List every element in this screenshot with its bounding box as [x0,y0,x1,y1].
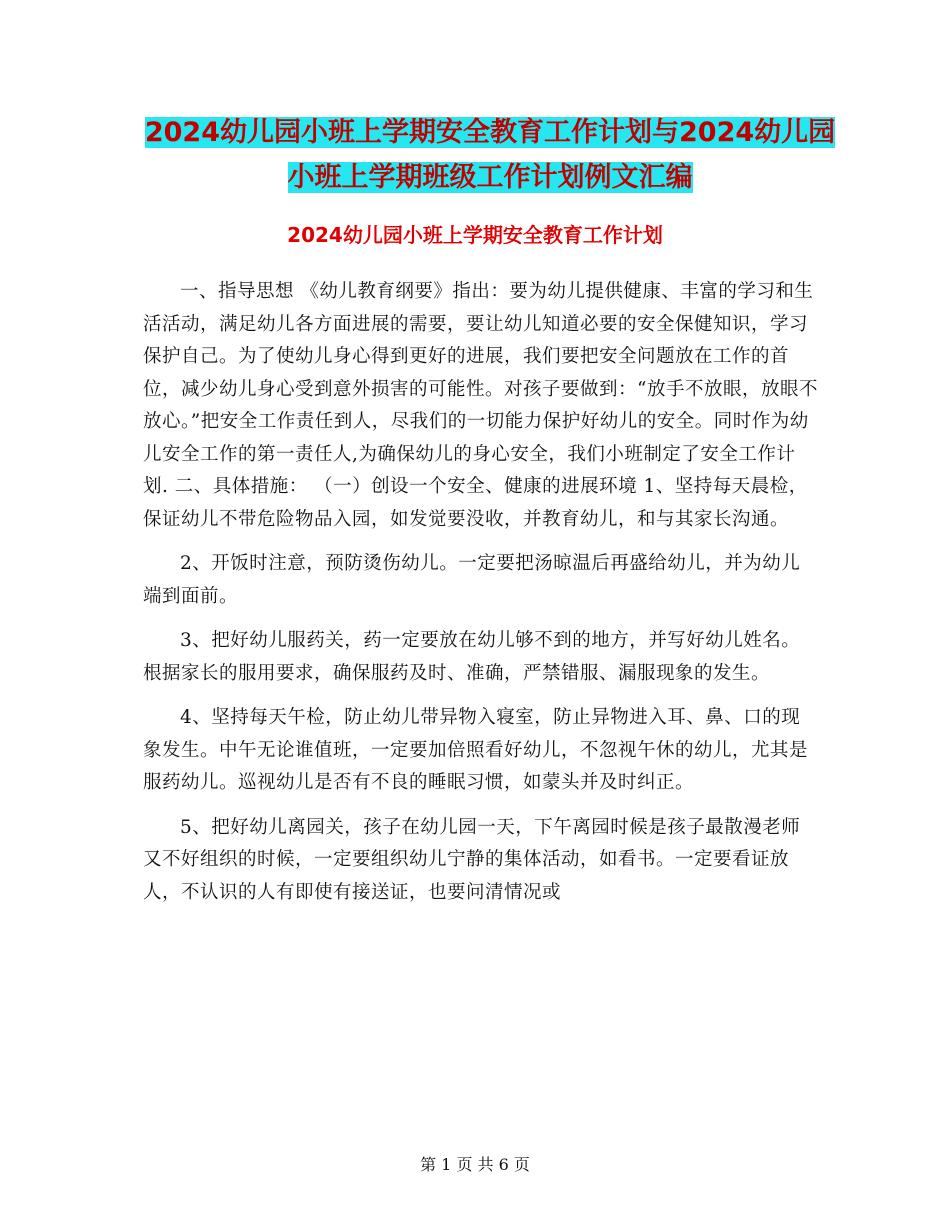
page-footer: 第 1 页 共 6 页 [420,1155,530,1174]
paragraph: 4、坚持每天午检，防止幼儿带异物入寝室，防止异物进入耳、鼻、口的现象发生。中午无论谁值班，一定要加倍照看好幼儿，不忽视午休的幼儿，尤其是服药幼儿。巡视幼儿是否有不良的睡眠习惯，如蒙头并及时纠正。 [143,707,809,793]
section-title: 2024幼儿园小班上学期安全教育工作计划 [287,223,663,247]
paragraph: 2、开饭时注意，预防烫伤幼儿。一定要把汤晾温后再盛给幼儿，并为幼儿端到面前。 [143,553,801,607]
paragraph: 3、把好幼儿服药关，药一定要放在幼儿够不到的地方，并写好幼儿姓名。根据家长的服用要求，确保服药及时、准确，严禁错服、漏服现象的发生。 [143,630,801,684]
document-title [140,110,840,200]
document-title-text: 2024幼儿园小班上学期安全教育工作计划与2024幼儿园小班上学期班级工作计划例文汇编 [144,117,836,193]
paragraph: 5、把好幼儿离园关，孩子在幼儿园一天，下午离园时候是孩子最散漫老师又不好组织的时候，一定要组织幼儿宁静的集体活动，如看书。一定要看证放人，不认识的人有即使有接送证，也要问清情况或 [143,816,801,903]
paragraph: 一、指导思想 《幼儿教育纲要》指出：要为幼儿提供健康、丰富的学习和生活活动，满足幼儿各方面进展的需要，要让幼儿知道必要的安全保健知识，学习保护自己。为了使幼儿身心得到更好的进展，我们要把安全问题放在工作的首位，减少幼儿身心受到意外损害的可能性。对孩子要做到：“放手不放眼，放眼不放心。”把安全工作责任到人，尽我们的一切能力保护好幼儿的安全。同时作为幼儿安全工作的第一责任人,为确保幼儿的身心安全，我们小班制定了安全工作计划. 二、具体措施： （一）创设一个安全、健康的进展环境 1、坚持每天晨检，保证幼儿不带危险物品入园，如发觉要没收，并教育幼儿，和与其家长沟通。 [143,281,818,530]
body-text [143,276,818,921]
